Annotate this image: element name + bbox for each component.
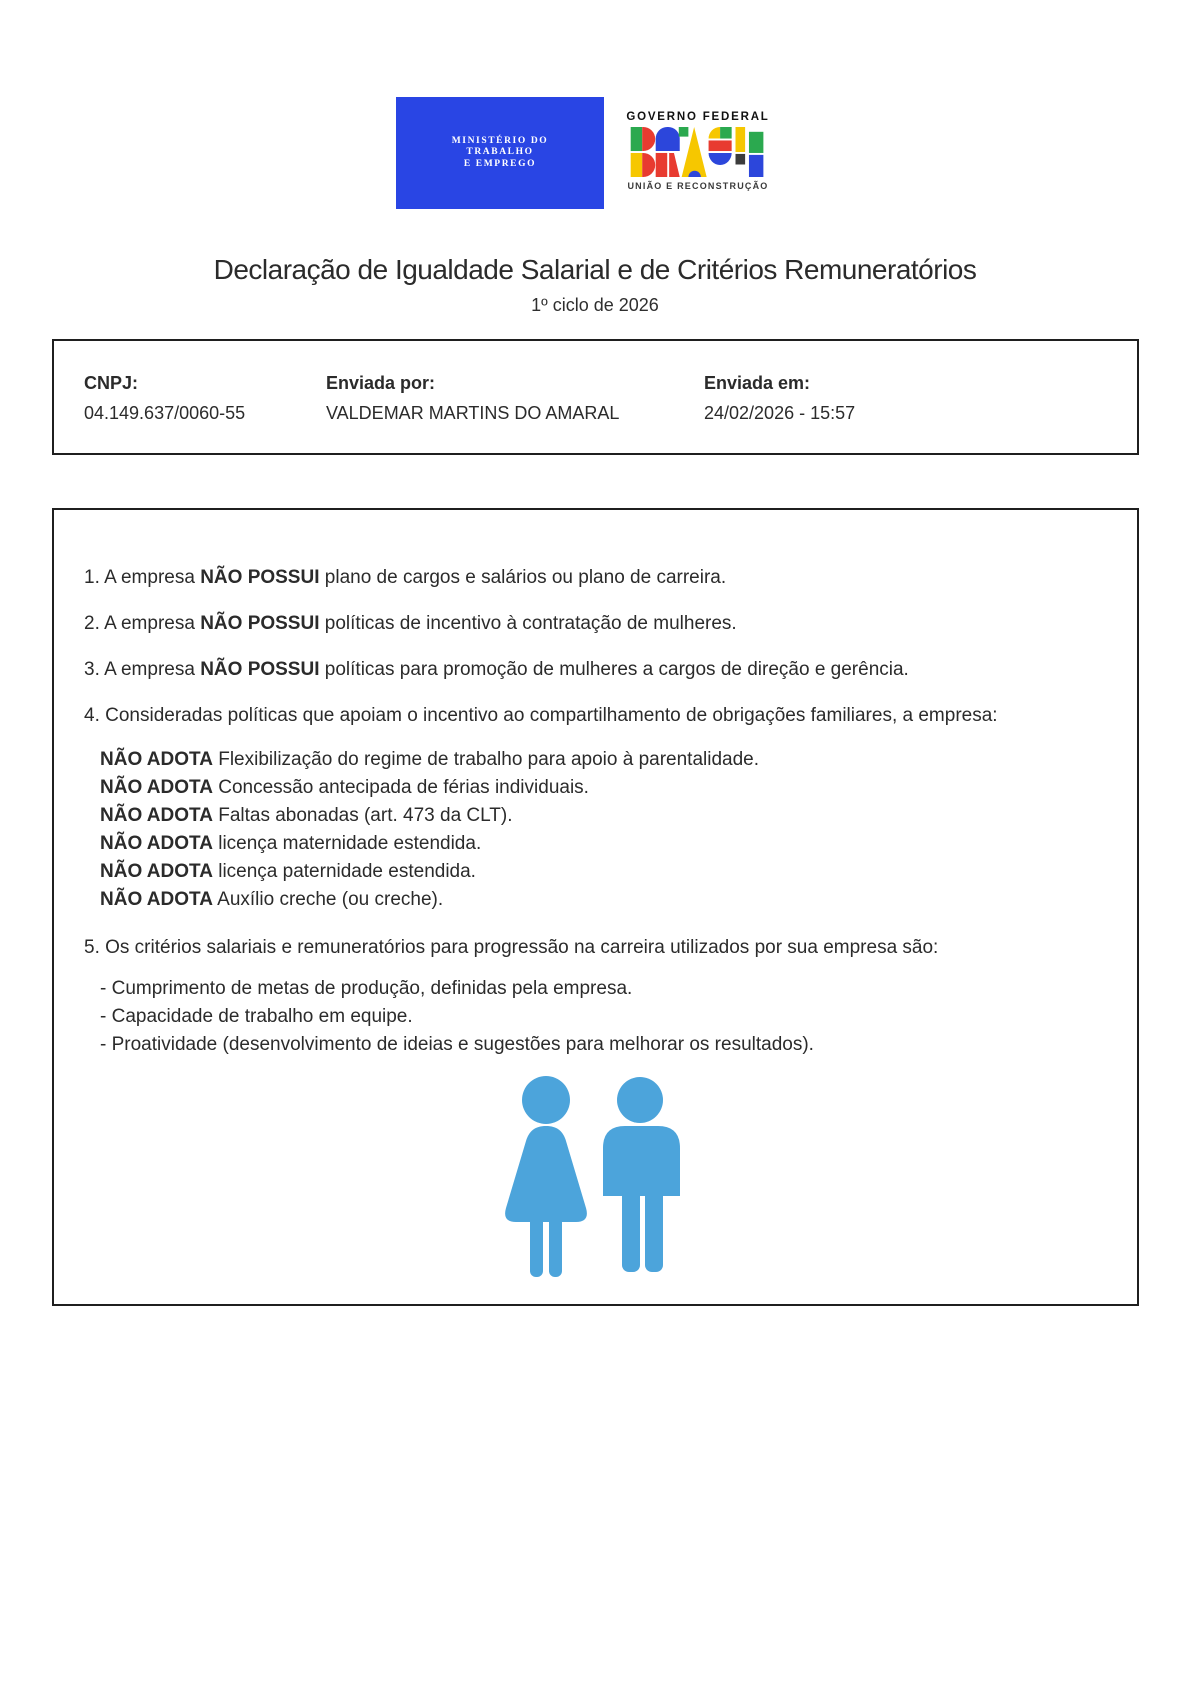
sender-label: Enviada por: <box>326 373 436 393</box>
female-figure-icon <box>505 1076 587 1277</box>
declaration-item-4 <box>84 704 1107 914</box>
sent-at-label: Enviada em: <box>704 373 811 393</box>
item-bold-text: NÃO POSSUI <box>200 613 320 634</box>
document-title: Declaração de Igualdade Salarial e de Critérios Remuneratórios <box>213 254 977 285</box>
declaration-item-5 <box>84 936 1107 1059</box>
people-icon <box>498 1076 684 1284</box>
item-text: Concessão antecipada de férias individuais. <box>212 777 589 798</box>
list-item <box>100 774 1107 802</box>
nao-adota-list <box>100 746 1107 914</box>
cnpj-value: 04.149.637/0060-55 <box>84 403 246 423</box>
document-subtitle: 1º ciclo de 2026 <box>531 295 659 315</box>
uniao-reconstrucao-label: UNIÃO E RECONSTRUÇÃO <box>627 181 769 191</box>
ministry-logo-text <box>452 136 549 171</box>
list-item <box>100 858 1107 886</box>
item-bold-text: NÃO ADOTA <box>100 805 213 826</box>
brasil-logo-icon <box>630 127 766 177</box>
list-item <box>100 746 1107 774</box>
government-logo <box>626 111 770 191</box>
sent-at-field <box>704 373 855 424</box>
sent-at-value: 24/02/2026 - 15:57 <box>704 403 856 423</box>
declaration-item-3 <box>84 658 1107 682</box>
ministry-line: TRABALHO <box>466 147 534 158</box>
cnpj-label: CNPJ: <box>84 373 139 393</box>
item-text: plano de cargos e salários ou plano de carreira. <box>319 567 727 588</box>
item-text: licença paternidade estendida. <box>212 861 476 882</box>
declaration-item-2 <box>84 612 1107 636</box>
sender-value: VALDEMAR MARTINS DO AMARAL <box>326 403 620 423</box>
governo-federal-label: GOVERNO FEDERAL <box>626 111 770 123</box>
list-item <box>100 886 1107 914</box>
item-bold-text: NÃO ADOTA <box>100 889 213 910</box>
item-text: Flexibilização do regime de trabalho para apoio à parentalidade. <box>212 749 760 770</box>
item-text: Faltas abonadas (art. 473 da CLT). <box>212 805 513 826</box>
list-item: - Proatividade (desenvolvimento de ideias e sugestões para melhorar os resultados). <box>100 1034 814 1055</box>
item-text: 2. A empresa <box>84 613 201 634</box>
cnpj-field <box>84 373 245 424</box>
list-item <box>100 802 1107 830</box>
item-text: políticas de incentivo à contratação de mulheres. <box>319 613 737 634</box>
list-item <box>100 830 1107 858</box>
submission-info-box <box>52 339 1139 455</box>
item-text: 4. Consideradas políticas que apoiam o incentivo ao compartilhamento de obrigações familiares, a empresa: <box>84 705 998 726</box>
item-bold-text: NÃO ADOTA <box>100 749 213 770</box>
item-bold-text: NÃO POSSUI <box>200 567 320 588</box>
item-text: 3. A empresa <box>84 659 201 680</box>
item-text: políticas para promoção de mulheres a cargos de direção e gerência. <box>319 659 909 680</box>
item-text: Auxílio creche (ou creche). <box>212 889 444 910</box>
item-bold-text: NÃO ADOTA <box>100 777 213 798</box>
list-item: - Cumprimento de metas de produção, definidas pela empresa. <box>100 978 633 999</box>
sender-field <box>326 373 619 424</box>
ministry-logo <box>396 97 604 209</box>
ministry-line: MINISTÉRIO DO <box>451 135 549 146</box>
criteria-list <box>100 975 1107 1059</box>
item-bold-text: NÃO ADOTA <box>100 833 213 854</box>
declaration-item-1 <box>84 566 1107 590</box>
ministry-line: E EMPREGO <box>463 158 537 169</box>
list-item: - Capacidade de trabalho em equipe. <box>100 1006 413 1027</box>
item-text: 5. Os critérios salariais e remuneratórios para progressão na carreira utilizados por sua empresa são: <box>84 937 939 958</box>
male-figure-icon <box>603 1077 680 1272</box>
item-text: 1. A empresa <box>84 567 201 588</box>
item-text: licença maternidade estendida. <box>212 833 482 854</box>
item-bold-text: NÃO ADOTA <box>100 861 213 882</box>
item-bold-text: NÃO POSSUI <box>200 659 320 680</box>
